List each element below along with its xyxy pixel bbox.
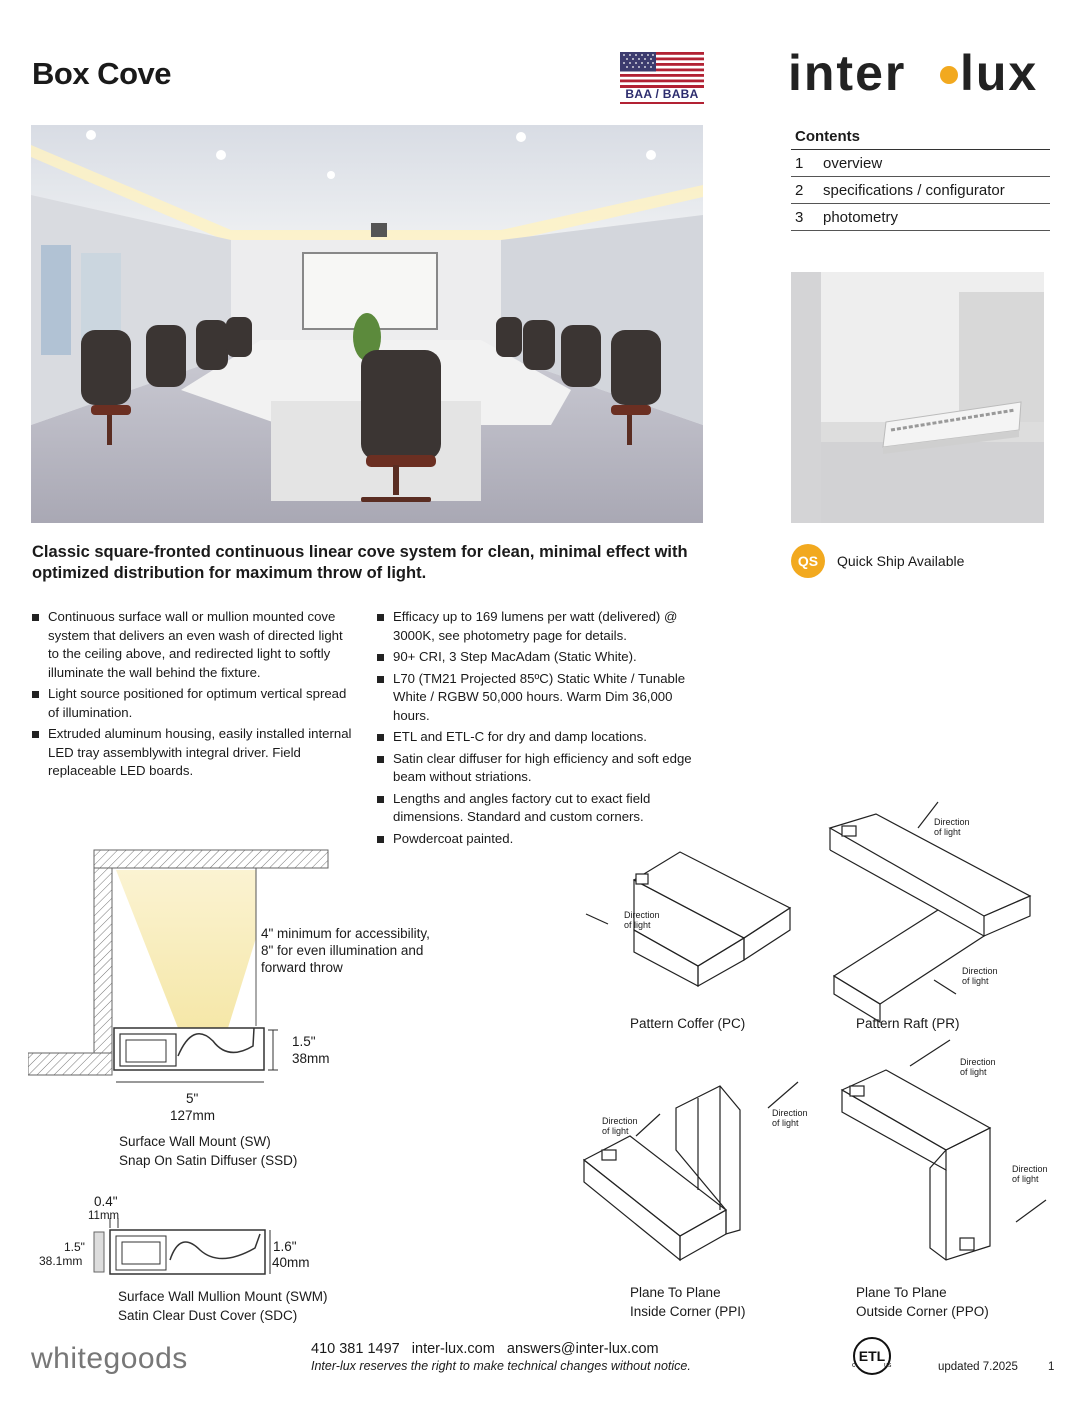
logo-dot	[940, 66, 958, 84]
contents-table	[791, 126, 1050, 231]
direction-label: Direction of light	[602, 1116, 638, 1136]
direction-label: Direction of light	[960, 1057, 996, 1077]
feature-item: Lengths and angles factory cut to exact field dimensions. Standard and custom corners.	[377, 790, 707, 827]
sw-height-in: 1.5"	[292, 1034, 316, 1049]
product-tagline: Classic square-fronted continuous linear cove system for clean, minimal effect with optimized distribution for maximum throw of light.	[32, 543, 688, 582]
disclaimer: Inter-lux reserves the right to make technical changes without notice.	[311, 1359, 691, 1373]
whitegoods-brand: whitegoods	[31, 1342, 188, 1375]
pattern-coffer-drawing	[586, 852, 790, 986]
contents-item-number: 3	[795, 209, 804, 226]
direction-label: Direction of light	[772, 1108, 808, 1128]
etl-cert-icon	[850, 1334, 894, 1378]
feature-item: Efficacy up to 169 lumens per watt (delivered) @ 3000K, see photometry page for details.	[377, 608, 707, 645]
swm-right-mm: 40mm	[272, 1255, 310, 1270]
quick-ship-label: Quick Ship Available	[837, 553, 965, 569]
sw-caption: Snap On Satin Diffuser (SSD)	[119, 1153, 298, 1168]
sw-note-line: 4" minimum for accessibility,	[261, 926, 430, 941]
contents-item-photometry[interactable]	[791, 204, 1050, 231]
contents-item-specifications[interactable]	[791, 177, 1050, 204]
updated-date: updated 7.2025	[938, 1361, 1018, 1373]
cove-fixture-render	[791, 272, 1044, 523]
contents-item-label: specifications / configurator	[823, 182, 1005, 199]
swm-top-mm: 11mm	[88, 1210, 120, 1222]
swm-right-in: 1.6"	[273, 1239, 297, 1254]
pattern-coffer-caption: Pattern Coffer (PC)	[630, 1016, 746, 1031]
feature-item: ETL and ETL-C for dry and damp locations.	[377, 728, 707, 747]
conference-room-photo	[31, 125, 703, 523]
sw-height-mm: 38mm	[292, 1051, 330, 1066]
feature-item: Extruded aluminum housing, easily installed internal LED tray assemblywith integral driver. Field replaceable LED boards.	[32, 725, 352, 781]
logo-word-left: inter	[788, 45, 907, 101]
direction-label: Direction of light	[1012, 1164, 1048, 1184]
swm-caption: Satin Clear Dust Cover (SDC)	[118, 1308, 298, 1323]
ppi-caption: Inside Corner (PPI)	[630, 1304, 746, 1319]
pattern-ppo-drawing	[842, 1040, 1046, 1260]
email-link[interactable]: answers@inter-lux.com	[506, 1341, 659, 1357]
phone-number[interactable]: 410 381 1497	[311, 1341, 400, 1357]
contents-item-label: photometry	[823, 209, 899, 226]
cert-c-label: c	[852, 1362, 856, 1369]
contents-item-overview[interactable]	[791, 150, 1050, 177]
sw-note-line: forward throw	[261, 960, 343, 975]
sw-note-line: 8" for even illumination and	[261, 943, 424, 958]
quick-ship-badge: QS	[791, 544, 825, 578]
swm-caption: Surface Wall Mullion Mount (SWM)	[118, 1289, 328, 1304]
feature-item: Continuous surface wall or mullion mounted cove system that delivers an even wash of directed light to the ceiling above, and redirected light to softly illuminate the wall behind the fixture.	[32, 608, 352, 682]
pattern-diagrams	[580, 790, 1060, 1320]
feature-item: Powdercoat painted.	[377, 830, 707, 849]
pattern-raft-drawing	[830, 802, 1030, 1022]
sw-width-in: 5"	[186, 1091, 199, 1106]
swm-left-in: 1.5"	[64, 1240, 85, 1254]
features-left	[32, 608, 352, 784]
ppo-caption: Plane To Plane	[856, 1285, 947, 1300]
logo-word-right: lux	[960, 45, 1039, 101]
contents-item-number: 2	[795, 182, 804, 199]
direction-label: Direction of light	[962, 966, 998, 986]
contents-heading: Contents	[791, 126, 1050, 150]
swm-top-in: 0.4"	[94, 1194, 118, 1209]
baa-label: BAA / BABA	[625, 87, 699, 101]
interlux-logo	[788, 44, 1056, 102]
ppi-caption: Plane To Plane	[630, 1285, 721, 1300]
feature-item: Light source positioned for optimum vertical spread of illumination.	[32, 685, 352, 722]
feature-item: L70 (TM21 Projected 85ºC) Static White / Tunable White / RGBW 50,000 hours. Warm Dim 36,000 hours.	[377, 670, 707, 726]
contents-item-number: 1	[795, 155, 804, 172]
feature-item: Satin clear diffuser for high efficiency and soft edge beam without striations.	[377, 750, 707, 787]
direction-label: Direction of light	[934, 817, 970, 837]
page-title: Box Cove	[32, 56, 171, 91]
swm-left-mm: 38.1mm	[39, 1254, 83, 1268]
surface-wall-mount-diagram	[28, 846, 430, 1086]
website-link[interactable]: inter-lux.com	[411, 1341, 495, 1357]
sw-caption: Surface Wall Mount (SW)	[119, 1134, 271, 1149]
contact-line	[311, 1341, 659, 1357]
page-number: 1	[1048, 1361, 1055, 1373]
feature-item: 90+ CRI, 3 Step MacAdam (Static White).	[377, 648, 707, 667]
pattern-raft-caption: Pattern Raft (PR)	[856, 1016, 960, 1031]
contents-item-label: overview	[823, 155, 883, 172]
cert-us-label: us	[884, 1362, 892, 1369]
ppo-caption: Outside Corner (PPO)	[856, 1304, 989, 1319]
pattern-ppi-drawing	[584, 1082, 798, 1260]
baa-flag	[620, 52, 704, 104]
svg-text:ETL: ETL	[858, 1348, 886, 1364]
sw-width-mm: 127mm	[170, 1108, 216, 1123]
direction-label: Direction of light	[624, 910, 660, 930]
